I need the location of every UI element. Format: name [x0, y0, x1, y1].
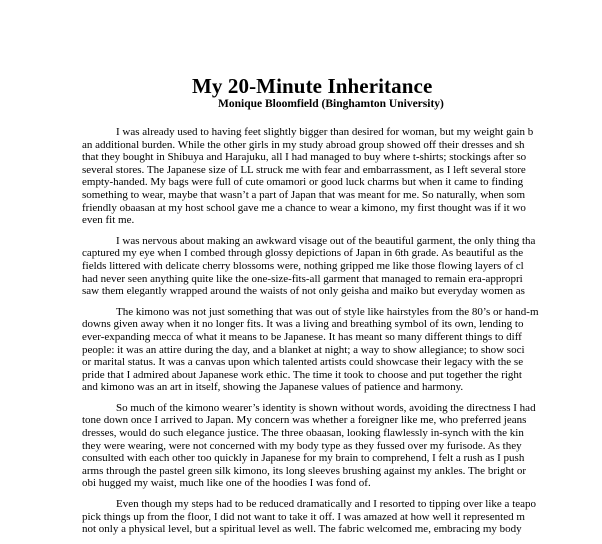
text-line: saw them elegantly wrapped around the waists of not only geisha and maiko but everyday women as — [82, 285, 525, 298]
text-line: captured my eye when I combed through glossy depictions of Japan in 6th grade. As beautiful as the — [82, 247, 524, 260]
document-body — [82, 126, 602, 544]
text-line: an additional burden. While the other girls in my study abroad group showed off their dresses and sh — [82, 138, 525, 151]
text-line: tone down once I arrived to Japan. My concern was whether a foreigner like me, who preferred jeans — [82, 414, 527, 427]
text-line: people: it was an attire during the day, and a blanket at night; a way to show allegiance; to show soci — [82, 343, 525, 356]
paragraph — [82, 126, 602, 227]
text-line: empty-handed. My bags were full of cute omamori or good luck charms but when it came to finding — [82, 176, 524, 189]
text-line: dresses, would do such elegance justice. The three obaasan, looking flawlessly in-synch with the kin — [82, 427, 524, 440]
paragraph — [82, 306, 602, 394]
text-line: consulted with each other too quickly in Japanese for my brain to comprehend, I felt a rush as I push — [82, 452, 525, 465]
text-line: I was already used to having feet slightly bigger than desired for woman, but my weight gain b — [116, 126, 534, 138]
text-line: Even though my steps had to be reduced dramatically and I resorted to tipping over like a teapo — [116, 498, 537, 511]
text-line: So much of the kimono wearer’s identity is shown without words, avoiding the directness I had — [116, 401, 536, 414]
document-title: My 20-Minute Inheritance — [192, 74, 433, 98]
text-line: something to wear, maybe that wasn’t a part of Japan that was meant for me. So naturally, when som — [82, 188, 526, 201]
text-line: The kimono was not just something that was out of style like hairstyles from the 80’s or hand-m — [116, 305, 539, 318]
text-line: obi hugged my waist, much like one of the hoodies I was fond of. — [82, 477, 371, 490]
text-line: friendly obaasan at my host school gave me a chance to wear a kimono, my first thought was if it wo — [82, 201, 526, 214]
text-line: fields littered with delicate cherry blossoms were, nothing gripped me like those flowing layers of cl — [82, 259, 524, 272]
text-line: they were wearing, were not concerned with my body type as they fussed over my furisode. As they — [82, 439, 522, 452]
text-line: pick things up from the floor, I did not want to take it off. I was amazed at how well it represented m — [82, 510, 525, 523]
text-line: ever-expanding mecca of what it means to be Japanese. It has meant so many different things to diff — [82, 330, 522, 343]
text-line: I was nervous about making an awkward visage out of the beautiful garment, the only thing tha — [116, 234, 536, 247]
text-line: even fit me. — [82, 214, 135, 227]
text-line: pride that I admired about Japanese work ethic. The time it took to choose and put together the right — [82, 368, 522, 381]
text-line: downs given away when it no longer fits. It was a living and breathing symbol of its own, lending to — [82, 318, 524, 331]
text-line: not only a physical level, but a spiritual level as well. The fabric welcomed me, embracing my body — [82, 523, 522, 536]
paragraph — [82, 498, 602, 536]
paragraph — [82, 402, 602, 490]
text-line: that they bought in Shibuya and Harajuku, all I had managed to buy where t-shirts; stockings after so — [82, 151, 527, 164]
text-line: arms through the pastel green silk kimono, its long sleeves brushing against my ankles. The bright or — [82, 464, 527, 477]
text-line: or marital status. It was a canvas upon which talented artists could showcase their legacy with the se — [82, 356, 524, 369]
text-line: and kimono was an art in itself, showing the Japanese values of patience and harmony. — [82, 381, 464, 394]
text-line: had never seen anything quite like the one-size-fits-all garment that managed to remain era-appropri — [82, 272, 523, 285]
paragraph — [82, 235, 602, 298]
author-line: Monique Bloomfield (Binghamton University) — [218, 98, 444, 110]
text-line: several stores. The Japanese size of LL struck me with fear and embarrassment, as I left several store — [82, 163, 526, 176]
